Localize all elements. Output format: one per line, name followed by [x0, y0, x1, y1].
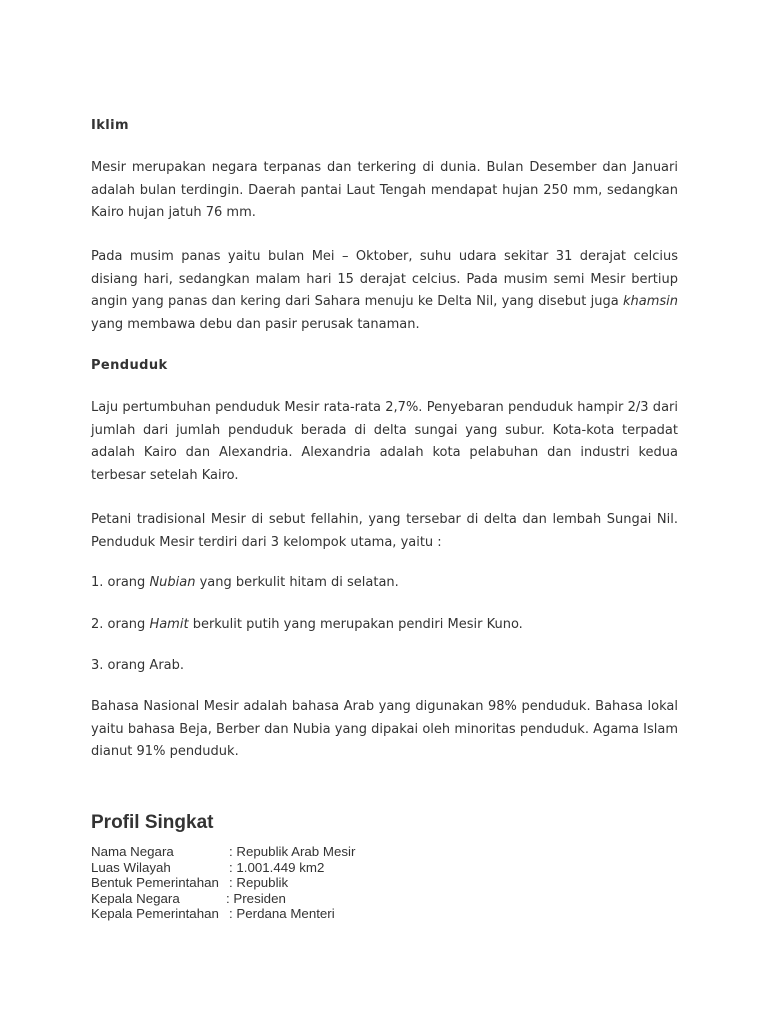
list-item-2-suffix: berkulit putih yang merupakan pendiri Mesir Kuno.: [188, 617, 523, 632]
list-item-2-term: Hamit: [149, 617, 189, 632]
term-khamsin: khamsin: [622, 294, 678, 309]
heading-penduduk: Penduduk: [91, 358, 168, 373]
list-item-2-prefix: 2. orang: [91, 617, 150, 632]
profil-title: Profil Singkat: [91, 812, 214, 833]
paragraph-penduduk-2: Petani tradisional Mesir di sebut fellahin, yang tersebar di delta dan lembah Sungai Nil. Penduduk Mesir terdiri dari 3 kelompok utama, yaitu :: [91, 512, 678, 550]
heading-iklim: Iklim: [91, 118, 129, 133]
list-item-3: [91, 655, 678, 678]
profil-label: Nama Negara: [91, 844, 174, 859]
profil-value: : Republik: [229, 875, 289, 890]
profil-row-nama-negara: [91, 844, 678, 860]
profil-value: : Presiden: [226, 890, 286, 906]
profil-row-luas-wilayah: [91, 860, 678, 876]
paragraph-iklim-2: [91, 246, 678, 336]
paragraph-penduduk-3: Bahasa Nasional Mesir adalah bahasa Arab yang digunakan 98% penduduk. Bahasa lokal yaitu bahasa Beja, Berber dan Nubia yang dipakai oleh minoritas penduduk. Agama Islam dianut 91% penduduk.: [91, 699, 678, 759]
paragraph-penduduk-1: Laju pertumbuhan penduduk Mesir rata-rata 2,7%. Penyebaran penduduk hampir 2/3 dari jumlah dari jumlah penduduk berada di delta sungai yang subur. Kota-kota terpadat adalah Kairo dan Alexandria. Alexandria adalah kota pelabuhan dan industri kedua terbesar setelah Kairo.: [91, 400, 678, 483]
list-item-3-prefix: 3. orang Arab.: [91, 658, 185, 673]
list-item-1-suffix: yang berkulit hitam di selatan.: [195, 575, 399, 590]
profil-label: Bentuk Pemerintahan: [91, 875, 219, 890]
paragraph-iklim-1: Mesir merupakan negara terpanas dan terkering di dunia. Bulan Desember dan Januari adalah bulan terdingin. Daerah pantai Laut Tengah mendapat hujan 250 mm, sedangkan Kairo hujan jatuh 76 mm.: [91, 160, 678, 220]
profil-row-bentuk-pemerintahan: [91, 875, 678, 891]
list-item-1-term: Nubian: [149, 575, 196, 590]
list-item-1: [91, 572, 678, 595]
paragraph-iklim-2-text-a: Pada musim panas yaitu bulan Mei – Oktober, suhu udara sekitar 31 derajat celcius disiang hari, sedangkan malam hari 15 derajat celcius. Pada musim semi Mesir bertiup angin yang panas dan kering dari Sahara menuju ke Delta Nil, yang disebut juga: [91, 249, 678, 309]
profil-row-kepala-pemerintahan: [91, 906, 678, 922]
profil-table: [91, 844, 678, 922]
profil-row-kepala-negara: [91, 891, 678, 907]
profil-label: Kepala Negara: [91, 890, 180, 906]
profil-value: : Republik Arab Mesir: [229, 844, 356, 859]
profil-value: : 1.001.449 km2: [229, 859, 325, 875]
profil-label: Kepala Pemerintahan: [91, 906, 219, 921]
list-item-2: [91, 614, 678, 637]
paragraph-iklim-2-text-b: yang membawa debu dan pasir perusak tanaman.: [91, 316, 420, 332]
list-item-1-prefix: 1. orang: [91, 575, 150, 590]
profil-value: : Perdana Menteri: [229, 906, 335, 921]
profil-label: Luas Wilayah: [91, 859, 171, 875]
